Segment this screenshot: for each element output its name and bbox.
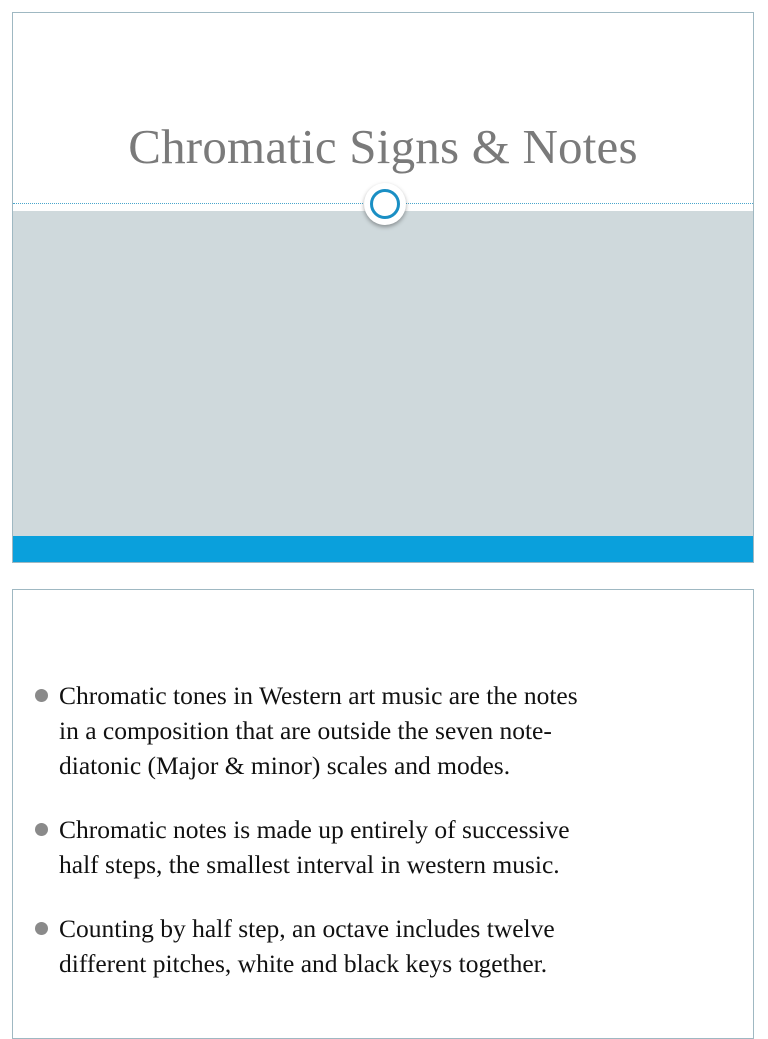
bullet-line: half steps, the smallest interval in western music.	[59, 850, 560, 879]
bullet-line: different pitches, white and black keys together.	[59, 949, 548, 978]
bullet-icon	[35, 922, 48, 935]
list-item	[33, 678, 733, 783]
bullet-line: in a composition that are outside the seven note-	[59, 716, 552, 745]
bullet-line: Chromatic notes is made up entirely of successive	[59, 815, 570, 844]
slide-title: Chromatic Signs & Notes	[128, 119, 638, 174]
bullet-line: Chromatic tones in Western art music are the notes	[59, 681, 578, 710]
content-slide	[12, 589, 754, 1039]
title-slide	[12, 12, 754, 563]
subtitle-panel	[13, 211, 753, 537]
list-item	[33, 812, 733, 882]
bullet-icon	[35, 689, 48, 702]
bullet-list	[33, 678, 733, 1010]
circle-ornament-icon	[364, 183, 406, 225]
bullet-line: diatonic (Major & minor) scales and modes.	[59, 751, 511, 780]
title-area	[13, 13, 753, 205]
accent-band	[13, 536, 753, 562]
bullet-line: Counting by half step, an octave includes twelve	[59, 914, 555, 943]
bullet-icon	[35, 823, 48, 836]
ring-icon	[370, 189, 400, 219]
list-item	[33, 911, 733, 981]
